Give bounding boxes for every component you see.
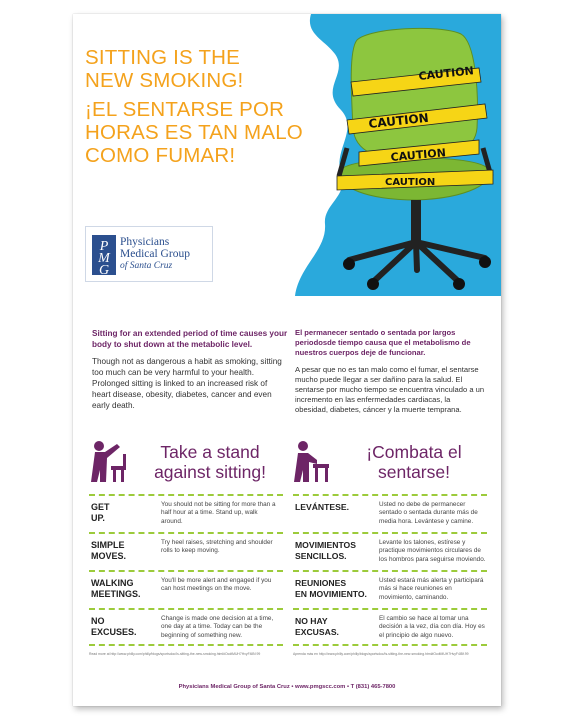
stand-heading-es [293,440,487,490]
tip-key: REUNIONES EN MOVIMIENTO. [295,578,367,599]
stand-heading-en [89,440,283,490]
physicians-medical-group-logo [85,226,213,282]
caution-text: CAUTION [417,64,475,83]
tips-table-es [293,494,487,646]
tip-key: LEVÁNTESE. [295,502,349,512]
source-link-es[interactable]: Aprenda más en http://www.philly.com/philly/blogs/sportsdoc/Is-sitting-the-new-smoking.html#OcdtMUH7HvyF4lBf.99 [293,652,469,656]
source-link-en[interactable]: Read more at http://www.philly.com/philly/blogs/sportsdoc/Is-sitting-the-new-smoking.html#OcdtMUH7HvyF4lBf.99 [89,652,261,656]
table-row [293,608,487,646]
intro-en-lead: Sitting for an extended period of time causes your body to shut down at the metabolic level. [92,329,288,349]
table-row [293,532,487,570]
table-row [293,570,487,608]
intro-english [92,328,288,411]
tip-key: SIMPLE MOVES. [91,540,127,561]
tip-key: WALKING MEETINGS. [91,578,141,599]
tip-key: GET UP. [91,502,110,523]
tip-key: MOVIMIENTOS SENCILLOS. [295,540,356,561]
logo-line-1: Physicians [120,236,170,248]
caution-chair-illustration [329,20,501,290]
stretching-person-icon [89,440,129,484]
tip-text: Levante los talones, estírese y practique movimientos circulares de los hombros para seguirse moviendo. [379,539,486,563]
headline-en: SITTING IS THE NEW SMOKING! [85,46,244,92]
table-row [293,494,487,532]
tip-text: Usted estará más alerta y participará más si hace reuniones en movimiento, caminando. [379,577,484,601]
headline [85,46,315,167]
intro-spanish [295,328,485,416]
table-row [89,494,283,532]
headline-es: ¡EL SENTARSE POR HORAS ES TAN MALO COMO FUMAR! [85,98,303,167]
tip-text: Try heel raises, stretching and shoulder rolls to keep moving. [161,539,273,555]
intro-es-body: A pesar que no es tan malo como el fumar, el sentarse mucho puede llegar a ser dañino para la salud. El sentarse por mucho tiempo se encuentra vinculado a un incremento en las enfermedades cardiacas, la obesidad, diabetes, cáncer y la muerte temprana. [295,364,485,415]
caution-text: CAUTION [385,177,436,188]
caution-text: CAUTION [367,110,430,131]
table-row [89,570,283,608]
stand-title-es: ¡Combata el sentarse! [366,442,462,482]
tip-text: You should not be sitting for more than a half hour at a time. Stand up, walk around. [161,501,276,525]
intro-es-lead: El permanecer sentado o sentada por largos periodosde tiempo causa que el metabolismo de nuestros cuerpos deje de funcionar. [295,328,471,358]
exercising-person-icon [293,440,333,484]
tip-key: NO EXCUSES. [91,616,137,637]
table-row [89,532,283,570]
tips-table-en [89,494,283,646]
poster [73,14,501,706]
logo-line-2: Medical Group [120,248,190,260]
table-row [89,608,283,646]
stand-title-en: Take a stand against sitting! [154,442,266,482]
tip-text: Usted no debe de permanecer sentado o sentada durante más de media hora. Levántese y camine. [379,501,478,525]
tip-key: NO HAY EXCUSAS. [295,616,339,637]
tip-text: Change is made one decision at a time, one day at a time. Today can be the beginning of something new. [161,615,274,639]
intro-en-body: Though not as dangerous a habit as smoking, sitting too much can be very harmful to your health. Prolonged sitting is linked to an increased risk of heart disease, obesity, diabetes, cancer and even early death. [92,357,282,410]
footer-contact: Physicians Medical Group of Santa Cruz • www.pmgscc.com • T (831) 465-7800 [178,684,396,690]
tip-text: El cambio se hace al tomar una decisión a la vez, día con día. Hoy es el principio de algo nuevo. [379,615,485,639]
logo-line-3: of Santa Cruz [120,261,173,271]
pmg-monogram-icon: P M G [92,235,116,275]
caution-text: CAUTION [390,146,447,164]
hero-banner [73,14,501,296]
logo-text [120,236,212,272]
tip-text: You'll be more alert and engaged if you can host meetings on the move. [161,577,272,593]
